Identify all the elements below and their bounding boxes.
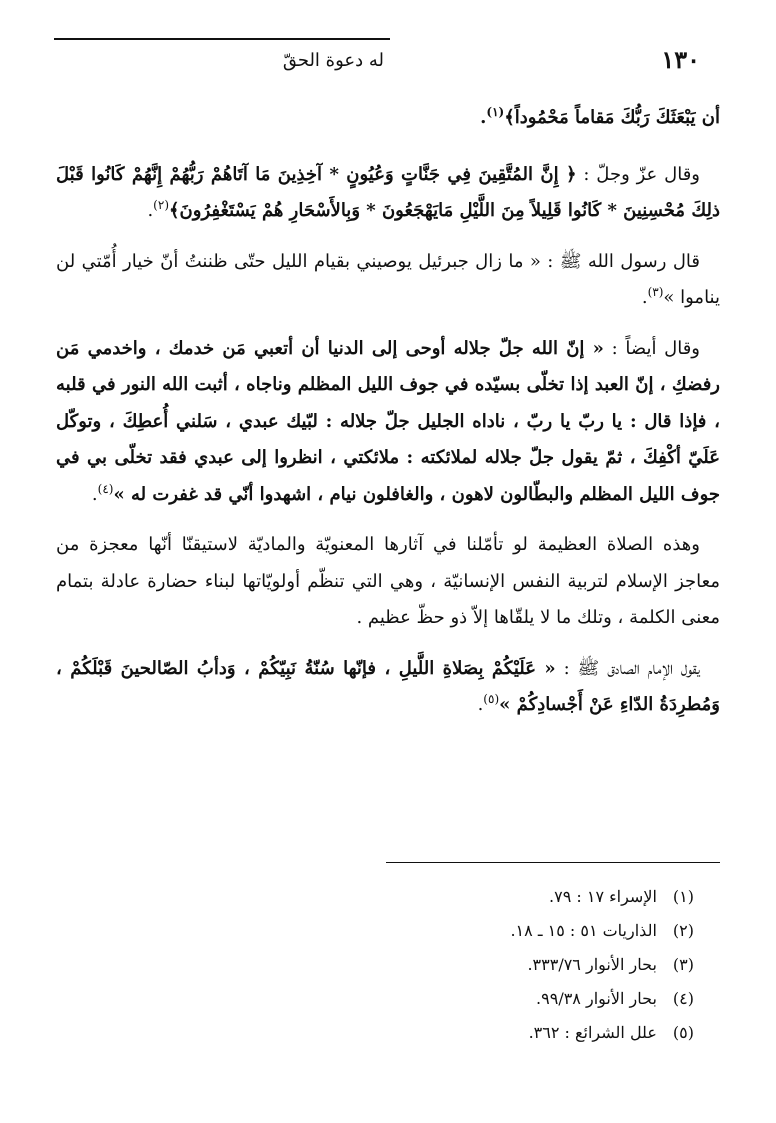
footnote-ref: (٤) — [97, 481, 114, 496]
paragraph-text: وهذه الصلاة العظيمة لو تأمّلنا في آثارها المعنويّة والماديّة لاستيقنّا أنّها معجزة من معاجز الإسلام لتربية النفس الإنسانيّة ، وهي التي تنظّم أولويّاتها لبناء حضارة عادلة بتمام معنى الكلمة ، وتلك ما لا يلقّاها إلاّ ذو حظّ عظيم . — [56, 534, 720, 628]
running-title: له دعوة الحقّ — [282, 50, 384, 71]
paragraph-lead: وقال أيضاً : — [603, 337, 700, 359]
paragraph-3 — [56, 244, 720, 317]
footnote-item — [56, 880, 694, 914]
paragraph-2 — [56, 157, 720, 230]
paragraph-end: . — [147, 200, 154, 221]
hadith-text: « ما زال جبرئيل يوصيني بقيام الليل حتّى ظننتُ أنّ خيار أُمّتي لن يناموا » — [56, 250, 720, 308]
paragraph-1 — [56, 100, 720, 137]
footnote-number: (٢) — [672, 921, 694, 940]
footnote-item — [56, 914, 694, 948]
paragraph-end: . — [480, 107, 487, 128]
paragraph-end: . — [477, 694, 484, 715]
footnote-text: علل الشرائع : ٣٦٢. — [528, 1023, 657, 1042]
footnote-rule — [386, 862, 720, 863]
footnote-number: (١) — [672, 887, 694, 906]
hadith-text: « إنّ الله جلّ جلاله أوحى إلى الدنيا أن أتعبي مَن خدمك ، واخدمي مَن رفضكِ ، إنّ العبد إذا تخلّى بسيّده في جوف الليل المظلم وناجاه ، أثبت الله النور في قلبه ، فإذا قال : يا ربّ يا ربّ ، ناداه الجليل جلّ جلاله : لبّيك عبدي ، سَلني أُعطِكَ ، وتوكّل عَلَيّ أكْفِكَ ، ثمّ يقول جلّ جلاله لملائكته : ملائكتي ، انظروا إلى عبدي فقد تخلّى بي في جوف الليل المظلم والبطّالون لاهون ، والغافلون نيام ، اشهدوا أنّي قد غفرت له » — [56, 337, 720, 505]
footnote-number: (٣) — [672, 955, 694, 974]
footnote-item — [56, 1016, 694, 1050]
footnote-text: بحار الأنوار ٩٩/٣٨. — [536, 989, 657, 1008]
quran-verse: ﴿ إِنَّ المُتَّقِينَ فِي جَنَّاتٍ وَعُيُونٍ * آخِذِينَ مَا آتَاهُمْ رَبُّهُمْ إِنَّهُمْ كَانُوا قَبْلَ ذلِكَ مُحْسِنِينَ * كَانُوا قَلِيلاً مِنَ اللَّيْلِ مَايَهْجَعُونَ * وَبِالأَسْحَارِ هُمْ يَسْتَغْفِرُونَ﴾ — [56, 163, 720, 221]
footnote-ref: (٣) — [647, 285, 664, 299]
hadith-text: « عَلَيْكُمْ بِصَلاةِ اللَّيلِ ، فإنّها سُنّةُ نَبِيّكُمْ ، وَدأبُ الصّالحينَ قَبْلَكُمْ ، وَمُطرِدَةُ الدّاءِ عَنْ أَجْسادِكُمْ » — [56, 657, 720, 715]
page-number: ١٣٠ — [661, 45, 700, 74]
paragraph-lead: يقول الإمام الصادق ﷺ : — [555, 657, 700, 679]
paragraph-lead: قال رسول الله ﷺ : — [540, 250, 700, 272]
paragraph-lead: وقال عزّ وجلّ : — [576, 163, 700, 185]
paragraph-6 — [56, 651, 720, 724]
footnote-ref: (٢) — [153, 198, 169, 212]
footnote-ref: (١) — [486, 105, 505, 119]
footnote-number: (٥) — [672, 1023, 694, 1042]
footnote-item — [56, 948, 694, 982]
paragraph-end: . — [641, 287, 648, 308]
body-text — [56, 100, 720, 738]
quran-verse: أن يَبْعَثَكَ رَبُّكَ مَقاماً مَحْمُوداً﴾ — [504, 107, 720, 128]
footnote-text: الإسراء ١٧ : ٧٩. — [549, 887, 657, 906]
footnote-number: (٤) — [672, 989, 694, 1008]
footnote-item — [56, 982, 694, 1016]
footnote-text: بحار الأنوار ٣٣٣/٧٦. — [527, 955, 657, 974]
paragraph-4 — [56, 331, 720, 514]
footnote-text: الذاريات ٥١ : ١٥ ـ ١٨. — [510, 921, 657, 940]
header-rule — [54, 38, 390, 40]
footnotes — [56, 880, 694, 1050]
footnote-ref: (٥) — [483, 692, 500, 706]
paragraph-5 — [56, 527, 720, 637]
paragraph-end: . — [91, 483, 98, 505]
